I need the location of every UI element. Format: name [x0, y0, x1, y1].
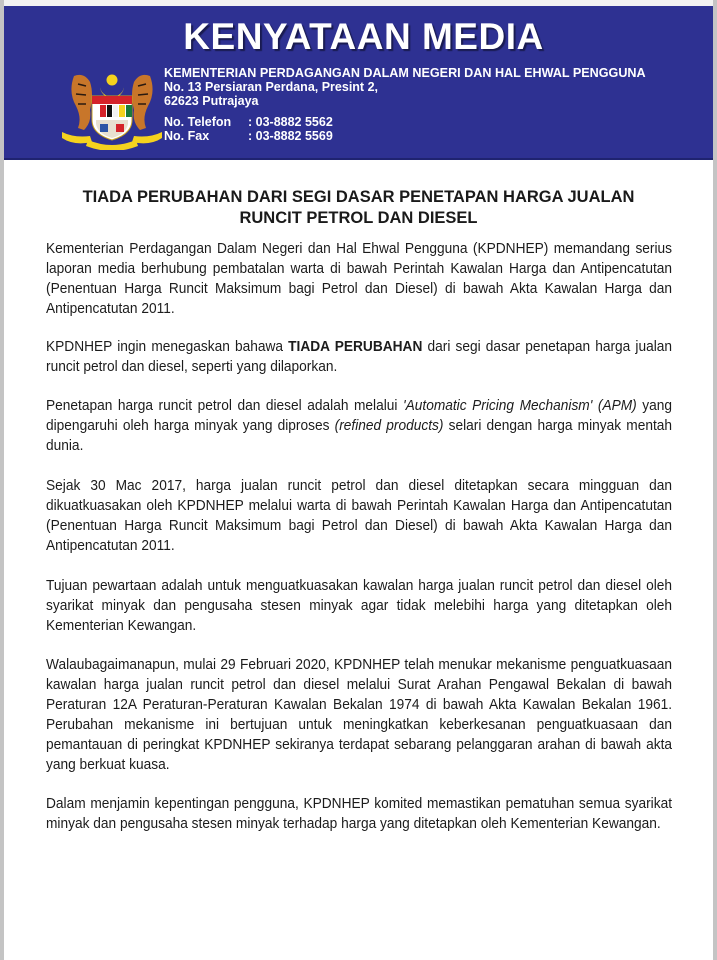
paragraph-2-text-b: dari segi dasar penetapan harga jualan runcit petrol dan diesel, seperti yang dilaporkan.	[46, 339, 673, 375]
address-line-1: No. 13 Persiaran Perdana, Presint 2,	[164, 80, 378, 94]
paragraph-4: Sejak 30 Mac 2017, harga jualan runcit petrol dan diesel ditetapkan secara mingguan dan dikuatkuasakan oleh KPDNHEP melalui warta di bawah Perintah Kawalan Harga dan Antipencatutan (Penentuan Harga Runcit Maksimum bagi Petrol dan Diesel) di bawah Akta Kawalan Harga dan Antipencatutan 2011.	[46, 478, 673, 554]
coat-of-arms-icon	[60, 68, 164, 150]
paragraph-1: Kementerian Perdagangan Dalam Negeri dan Hal Ehwal Pengguna (KPDNHEP) memandang serius laporan media berhubung pembatalan warta di bawah Perintah Kawalan Harga dan Antipencatutan (Penentuan Harga Runcit Maksimum bagi Petrol dan Diesel) di bawah Akta Kawalan Harga dan Antipencatutan 2011.	[46, 241, 673, 317]
paragraph-7: Dalam menjamin kepentingan pengguna, KPDNHEP komited memastikan pematuhan semua syarikat minyak dan pengusaha stesen minyak terhadap harga yang ditetapkan oleh Kementerian Kewangan.	[46, 796, 673, 832]
paragraph-2-text-a: KPDNHEP ingin menegaskan bahawa	[46, 339, 289, 355]
paragraph-6: Walaubagaimanapun, mulai 29 Februari 2020, KPDNHEP telah menukar mekanisme penguatkuasaan kawalan harga jualan runcit petrol dan diesel melalui Surat Arahan Pengawal Bekalan di bawah Peraturan 12A Peraturan-Peraturan Kawalan Bekalan 1974 di bawah Akta Kawalan Bekalan 1961. Perubahan mekanisme ini bertujuan untuk meningkatkan keberkesanan penguatkuasaan dan pemantauan di peringkat KPDNHEP sekiranya terdapat sebarang pelanggaran arahan di bawah akta yang berkuat kuasa.	[46, 657, 673, 773]
paragraph-2	[46, 337, 672, 377]
paragraph-3-text-a: Penetapan harga runcit petrol dan diesel adalah melalui	[46, 398, 403, 414]
statement-title-line-2: RUNCIT PETROL DAN DIESEL	[239, 209, 478, 227]
fax-label: No. Fax	[164, 129, 210, 143]
phone-label: No. Telefon	[164, 115, 232, 129]
contact-block	[164, 115, 646, 143]
fax-number: : 03-8882 5569	[248, 129, 333, 143]
paragraph-2-emphasis: TIADA PERUBAHAN	[288, 339, 423, 355]
address-line-2: 62623 Putrajaya	[164, 94, 259, 108]
ministry-details	[164, 66, 646, 143]
letterhead-title: KENYATAAN MEDIA	[183, 16, 544, 57]
paragraph-3-italic-apm: 'Automatic Pricing Mechanism' (APM)	[402, 398, 637, 414]
fax-row	[164, 129, 646, 143]
ministry-name: KEMENTERIAN PERDAGANGAN DALAM NEGERI DAN HAL EHWAL PENGGUNA	[164, 66, 646, 80]
statement-title	[40, 187, 677, 229]
paragraph-3-text-b: yang dipengaruhi oleh harga minyak yang diproses	[46, 398, 673, 434]
paragraph-3	[46, 396, 672, 456]
paragraph-3-text-c: selari dengan harga minyak mentah dunia.	[46, 418, 673, 454]
page-border-right	[713, 0, 717, 960]
phone-number: : 03-8882 5562	[248, 115, 333, 129]
statement-title-line-1: TIADA PERUBAHAN DARI SEGI DASAR PENETAPAN HARGA JUALAN	[82, 188, 635, 206]
paragraph-3-italic-refined: (refined products)	[334, 418, 444, 434]
letterhead-banner	[4, 6, 713, 160]
phone-row	[164, 115, 646, 129]
paragraph-5: Tujuan pewartaan adalah untuk menguatkuasakan kawalan harga jualan runcit petrol dan diesel oleh syarikat minyak dan pengusaha stesen minyak agar tidak melebihi harga yang ditetapkan oleh Kementerian Kewangan.	[46, 578, 673, 634]
